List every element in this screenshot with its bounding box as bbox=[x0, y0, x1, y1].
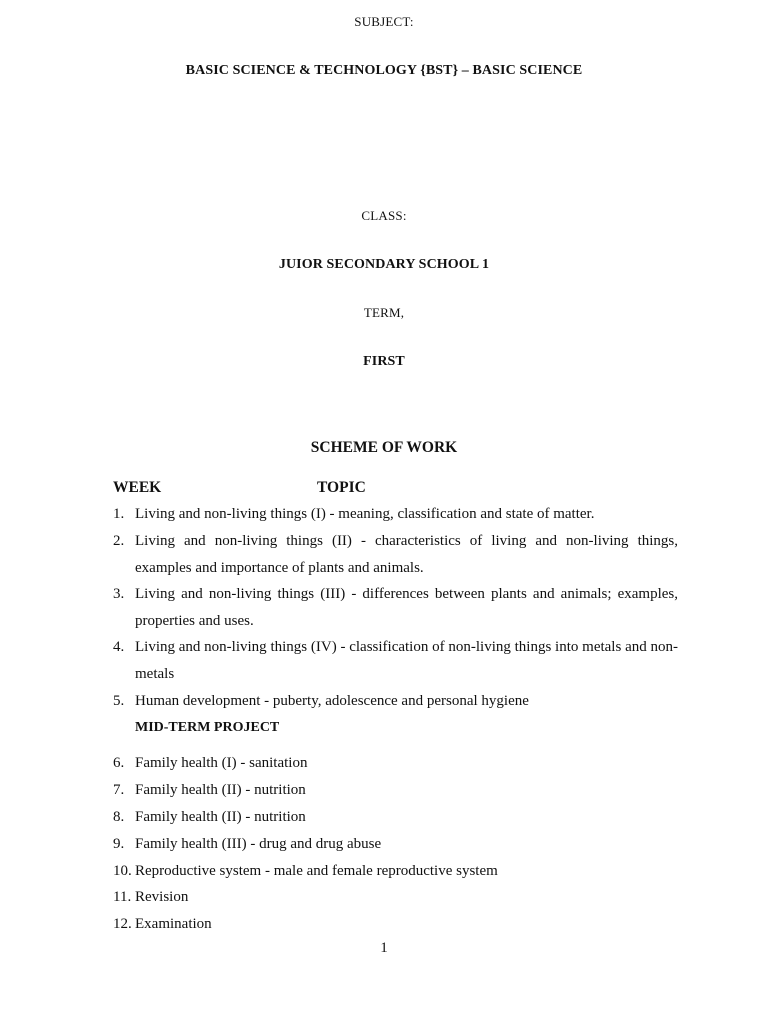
list-item-text: Family health (I) - sanitation bbox=[135, 755, 308, 771]
list-item bbox=[113, 688, 678, 715]
list-item bbox=[113, 831, 678, 858]
week-column-header: WEEK bbox=[113, 479, 162, 496]
list-item bbox=[113, 884, 678, 911]
list-item-number: 8. bbox=[113, 809, 125, 825]
list-item-text: Family health (II) - nutrition bbox=[135, 809, 306, 825]
list-item bbox=[113, 581, 678, 634]
list-item bbox=[113, 634, 678, 687]
term-value: FIRST bbox=[363, 354, 405, 369]
list-item-text: Family health (III) - drug and drug abuse bbox=[135, 836, 382, 852]
list-item-text: Living and non-living things (IV) - classification of non-living things into metals and non-metals bbox=[135, 639, 678, 682]
list-item-text: Living and non-living things (II) - characteristics of living and non-living things, examples and importance of plants and animals. bbox=[135, 533, 678, 576]
list-item-text: Revision bbox=[135, 889, 189, 905]
scheme-title: SCHEME OF WORK bbox=[310, 439, 458, 456]
list-item-text: Living and non-living things (I) - meaning, classification and state of matter. bbox=[135, 506, 595, 522]
class-label: CLASS: bbox=[361, 208, 407, 223]
list-item-number: 4. bbox=[113, 639, 125, 655]
page-number: 1 bbox=[380, 940, 388, 956]
term-label: TERM, bbox=[363, 305, 405, 320]
midterm-project-heading: MID-TERM PROJECT bbox=[135, 720, 280, 735]
list-item-text: Human development - puberty, adolescence and personal hygiene bbox=[135, 693, 529, 709]
list-item bbox=[113, 528, 678, 581]
subject-label: SUBJECT: bbox=[354, 14, 414, 29]
class-value: JUIOR SECONDARY SCHOOL 1 bbox=[278, 257, 490, 272]
list-item-text: Examination bbox=[135, 916, 212, 932]
list-item-number: 9. bbox=[113, 836, 125, 852]
list-item-number: 2. bbox=[113, 533, 125, 549]
list-item-number: 10. bbox=[113, 863, 132, 879]
list-item-text: Reproductive system - male and female reproductive system bbox=[135, 863, 498, 879]
subject-value: BASIC SCIENCE & TECHNOLOGY {BST} – BASIC SCIENCE bbox=[185, 63, 583, 78]
list-item-number: 11. bbox=[113, 889, 132, 905]
topic-column-header: TOPIC bbox=[317, 479, 366, 496]
list-item bbox=[113, 804, 678, 831]
list-item bbox=[113, 858, 678, 885]
list-item-number: 6. bbox=[113, 755, 125, 771]
list-item bbox=[113, 501, 678, 528]
list-item-number: 3. bbox=[113, 586, 125, 602]
list-item-number: 12. bbox=[113, 916, 132, 932]
list-item bbox=[113, 777, 678, 804]
list-item-number: 7. bbox=[113, 782, 125, 798]
list-item bbox=[113, 750, 678, 777]
list-item-text: Living and non-living things (III) - differences between plants and animals; examples, properties and uses. bbox=[135, 586, 678, 629]
list-item bbox=[113, 911, 678, 938]
list-item-text: Family health (II) - nutrition bbox=[135, 782, 306, 798]
list-item-number: 1. bbox=[113, 506, 125, 522]
list-item-number: 5. bbox=[113, 693, 125, 709]
